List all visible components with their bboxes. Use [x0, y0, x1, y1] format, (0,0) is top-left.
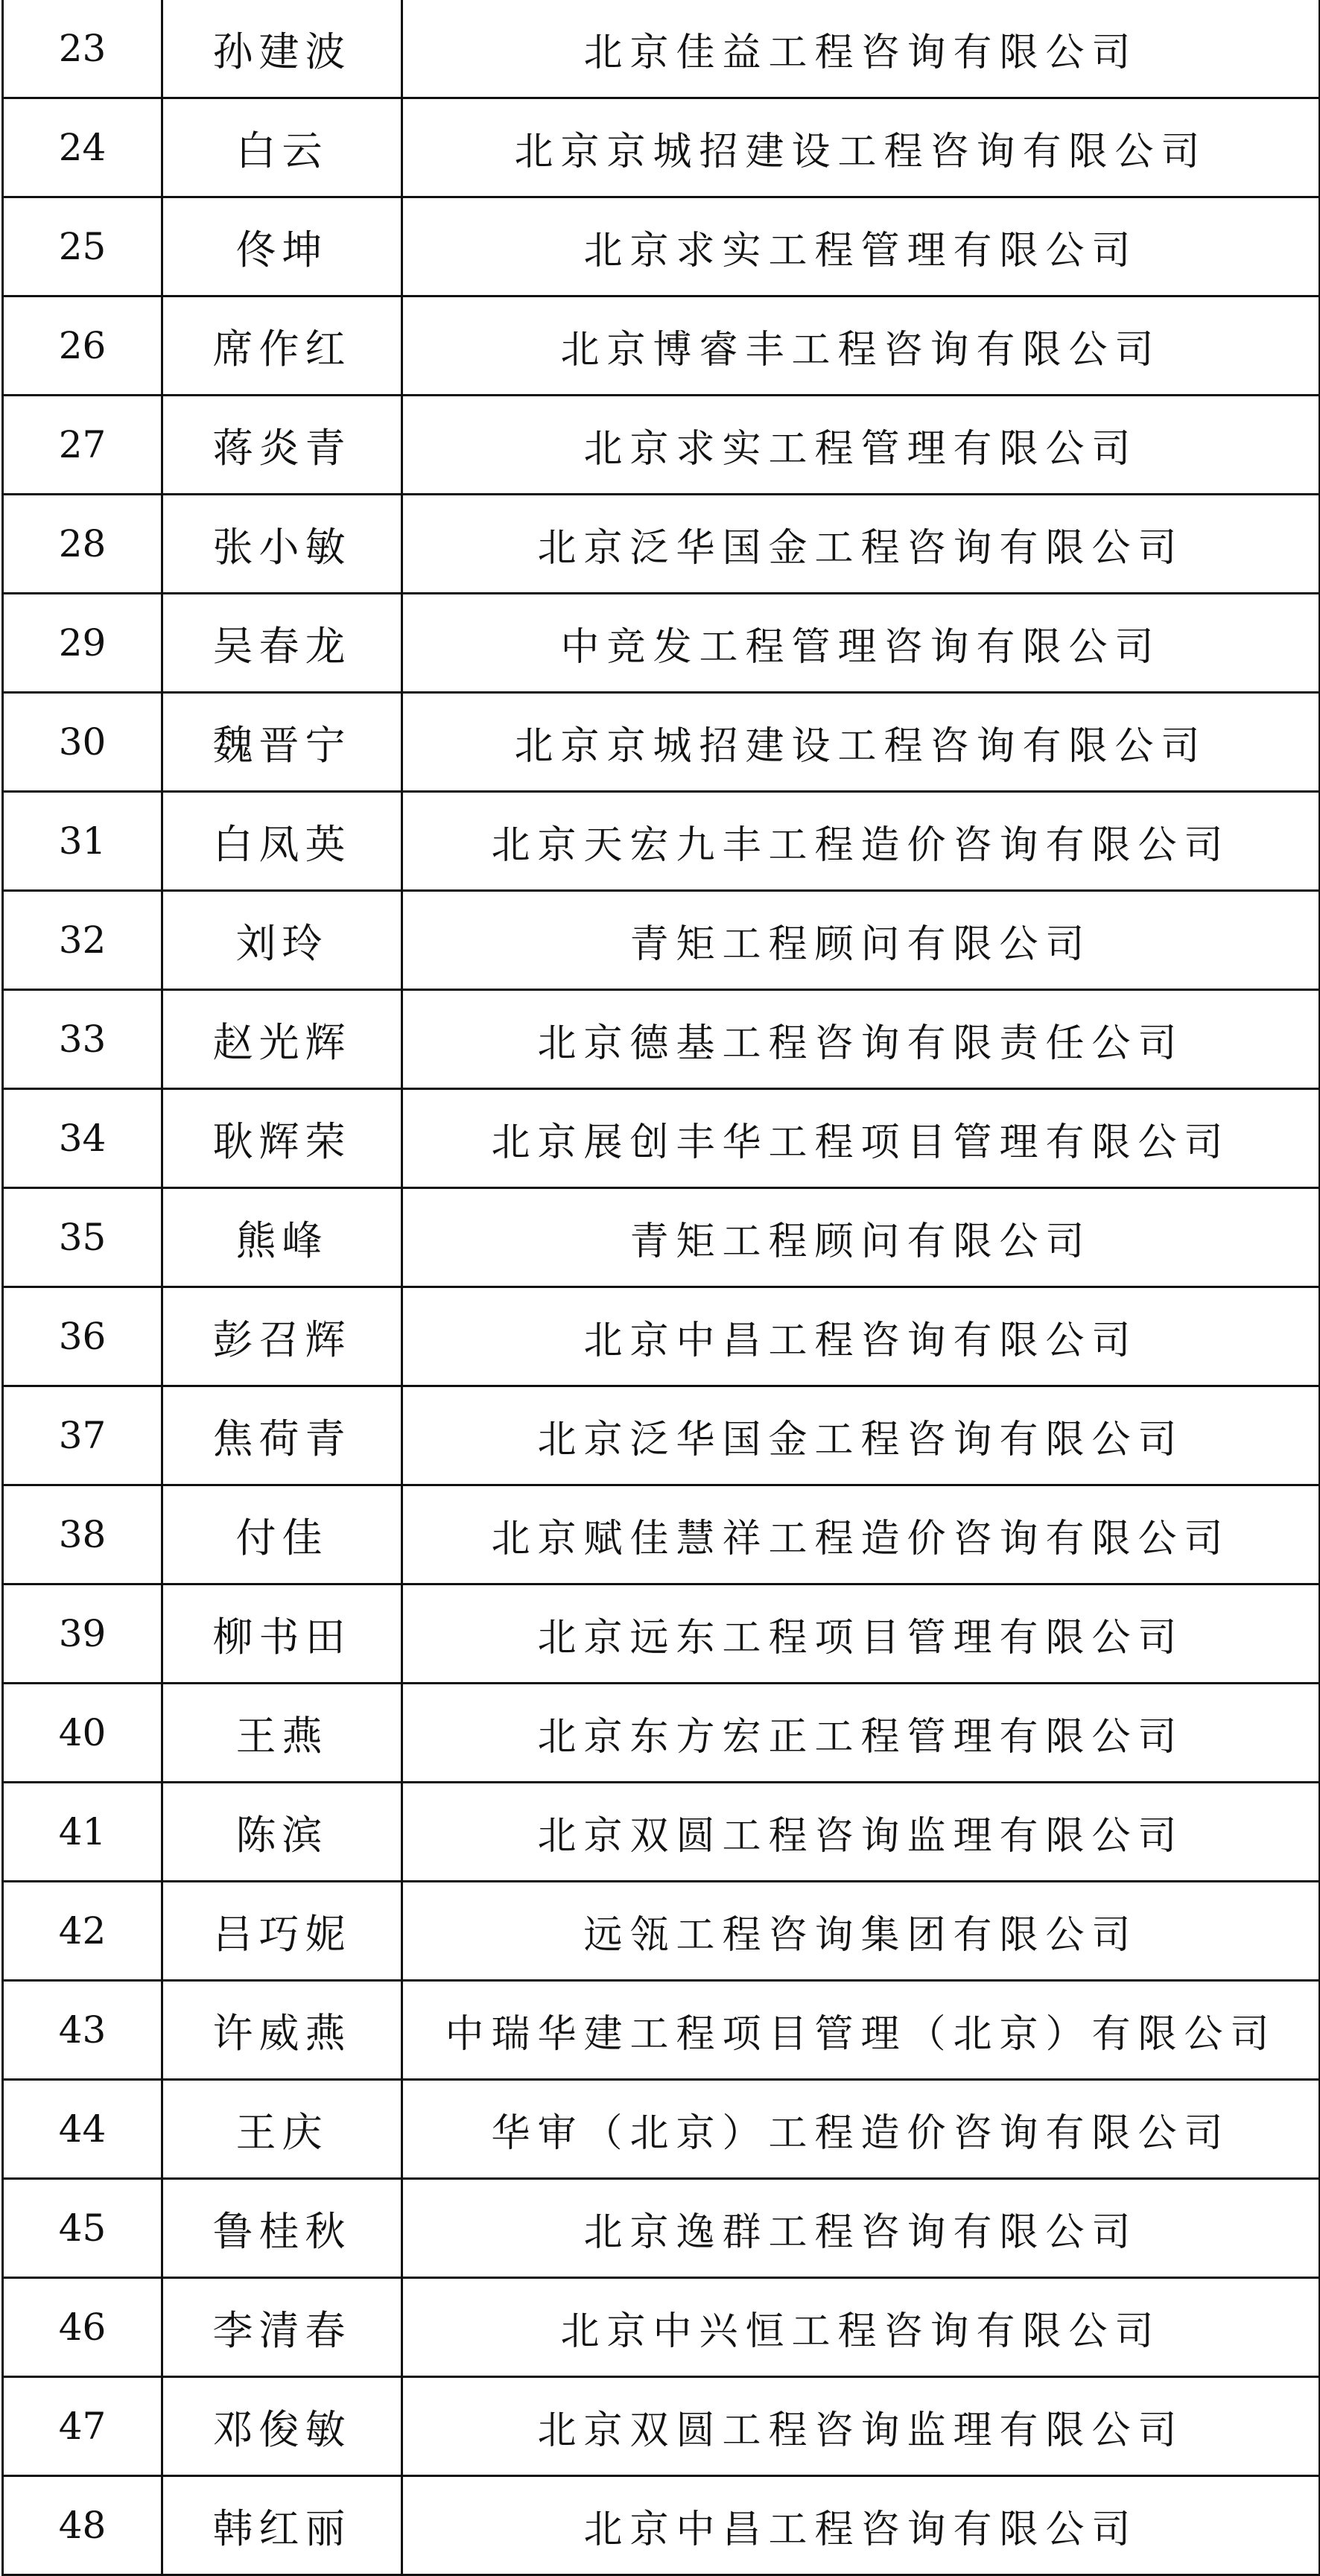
- company-name: 北京逸群工程咨询有限公司: [402, 2179, 1320, 2278]
- person-name: 许威燕: [162, 1981, 402, 2080]
- row-number: 37: [3, 1386, 162, 1485]
- row-number: 44: [3, 2080, 162, 2179]
- person-name: 彭召辉: [162, 1287, 402, 1386]
- table-row: [3, 990, 1320, 1089]
- company-name: 华审（北京）工程造价咨询有限公司: [402, 2080, 1320, 2179]
- row-number: 45: [3, 2179, 162, 2278]
- person-name: 张小敏: [162, 495, 402, 594]
- table-row: [3, 693, 1320, 792]
- person-name: 熊峰: [162, 1188, 402, 1287]
- row-number: 25: [3, 197, 162, 296]
- person-name: 魏晋宁: [162, 693, 402, 792]
- person-name: 邓俊敏: [162, 2377, 402, 2476]
- table-row: [3, 594, 1320, 693]
- table-row: [3, 2377, 1320, 2476]
- table-row: [3, 0, 1320, 98]
- table-row: [3, 2278, 1320, 2377]
- company-name: 北京京城招建设工程咨询有限公司: [402, 98, 1320, 197]
- person-name: 鲁桂秋: [162, 2179, 402, 2278]
- person-name: 焦荷青: [162, 1386, 402, 1485]
- row-number: 46: [3, 2278, 162, 2377]
- row-number: 31: [3, 792, 162, 891]
- table-row: [3, 1485, 1320, 1584]
- table-row: [3, 1684, 1320, 1783]
- person-name: 柳书田: [162, 1584, 402, 1684]
- row-number: 42: [3, 1882, 162, 1981]
- company-name: 北京双圆工程咨询监理有限公司: [402, 1783, 1320, 1882]
- row-number: 24: [3, 98, 162, 197]
- row-number: 34: [3, 1089, 162, 1188]
- table-row: [3, 98, 1320, 197]
- person-name: 王庆: [162, 2080, 402, 2179]
- person-name: 蒋炎青: [162, 396, 402, 495]
- row-number: 29: [3, 594, 162, 693]
- roster-table: [1, 0, 1320, 2576]
- table-row: [3, 1783, 1320, 1882]
- row-number: 47: [3, 2377, 162, 2476]
- table-row: [3, 296, 1320, 396]
- person-name: 白凤英: [162, 792, 402, 891]
- table-row: [3, 792, 1320, 891]
- company-name: 北京东方宏正工程管理有限公司: [402, 1684, 1320, 1783]
- table-row: [3, 2179, 1320, 2278]
- person-name: 韩红丽: [162, 2476, 402, 2575]
- table-row: [3, 495, 1320, 594]
- company-name: 北京京城招建设工程咨询有限公司: [402, 693, 1320, 792]
- company-name: 北京双圆工程咨询监理有限公司: [402, 2377, 1320, 2476]
- person-name: 耿辉荣: [162, 1089, 402, 1188]
- table-row: [3, 1188, 1320, 1287]
- company-name: 北京天宏九丰工程造价咨询有限公司: [402, 792, 1320, 891]
- company-name: 北京赋佳慧祥工程造价咨询有限公司: [402, 1485, 1320, 1584]
- company-name: 北京中昌工程咨询有限公司: [402, 2476, 1320, 2575]
- person-name: 李清春: [162, 2278, 402, 2377]
- company-name: 中瑞华建工程项目管理（北京）有限公司: [402, 1981, 1320, 2080]
- table-row: [3, 1287, 1320, 1386]
- table-row: [3, 1882, 1320, 1981]
- company-name: 北京泛华国金工程咨询有限公司: [402, 495, 1320, 594]
- table-row: [3, 1981, 1320, 2080]
- row-number: 48: [3, 2476, 162, 2575]
- row-number: 43: [3, 1981, 162, 2080]
- person-name: 席作红: [162, 296, 402, 396]
- company-name: 中竞发工程管理咨询有限公司: [402, 594, 1320, 693]
- row-number: 41: [3, 1783, 162, 1882]
- row-number: 38: [3, 1485, 162, 1584]
- person-name: 陈滨: [162, 1783, 402, 1882]
- row-number: 40: [3, 1684, 162, 1783]
- company-name: 北京中兴恒工程咨询有限公司: [402, 2278, 1320, 2377]
- row-number: 33: [3, 990, 162, 1089]
- person-name: 白云: [162, 98, 402, 197]
- company-name: 青矩工程顾问有限公司: [402, 1188, 1320, 1287]
- company-name: 北京佳益工程咨询有限公司: [402, 0, 1320, 98]
- company-name: 北京德基工程咨询有限责任公司: [402, 990, 1320, 1089]
- person-name: 吕巧妮: [162, 1882, 402, 1981]
- person-name: 孙建波: [162, 0, 402, 98]
- table-row: [3, 1386, 1320, 1485]
- row-number: 39: [3, 1584, 162, 1684]
- table-row: [3, 396, 1320, 495]
- row-number: 23: [3, 0, 162, 98]
- person-name: 付佳: [162, 1485, 402, 1584]
- company-name: 北京泛华国金工程咨询有限公司: [402, 1386, 1320, 1485]
- row-number: 35: [3, 1188, 162, 1287]
- person-name: 赵光辉: [162, 990, 402, 1089]
- row-number: 28: [3, 495, 162, 594]
- company-name: 北京展创丰华工程项目管理有限公司: [402, 1089, 1320, 1188]
- roster-table-body: [3, 0, 1320, 2575]
- table-row: [3, 2476, 1320, 2575]
- table-row: [3, 1089, 1320, 1188]
- company-name: 远瓴工程咨询集团有限公司: [402, 1882, 1320, 1981]
- company-name: 北京求实工程管理有限公司: [402, 197, 1320, 296]
- row-number: 30: [3, 693, 162, 792]
- row-number: 32: [3, 891, 162, 990]
- row-number: 26: [3, 296, 162, 396]
- table-row: [3, 1584, 1320, 1684]
- company-name: 青矩工程顾问有限公司: [402, 891, 1320, 990]
- table-row: [3, 197, 1320, 296]
- table-row: [3, 2080, 1320, 2179]
- row-number: 27: [3, 396, 162, 495]
- person-name: 佟坤: [162, 197, 402, 296]
- company-name: 北京中昌工程咨询有限公司: [402, 1287, 1320, 1386]
- row-number: 36: [3, 1287, 162, 1386]
- company-name: 北京求实工程管理有限公司: [402, 396, 1320, 495]
- company-name: 北京博睿丰工程咨询有限公司: [402, 296, 1320, 396]
- table-row: [3, 891, 1320, 990]
- person-name: 吴春龙: [162, 594, 402, 693]
- person-name: 王燕: [162, 1684, 402, 1783]
- person-name: 刘玲: [162, 891, 402, 990]
- company-name: 北京远东工程项目管理有限公司: [402, 1584, 1320, 1684]
